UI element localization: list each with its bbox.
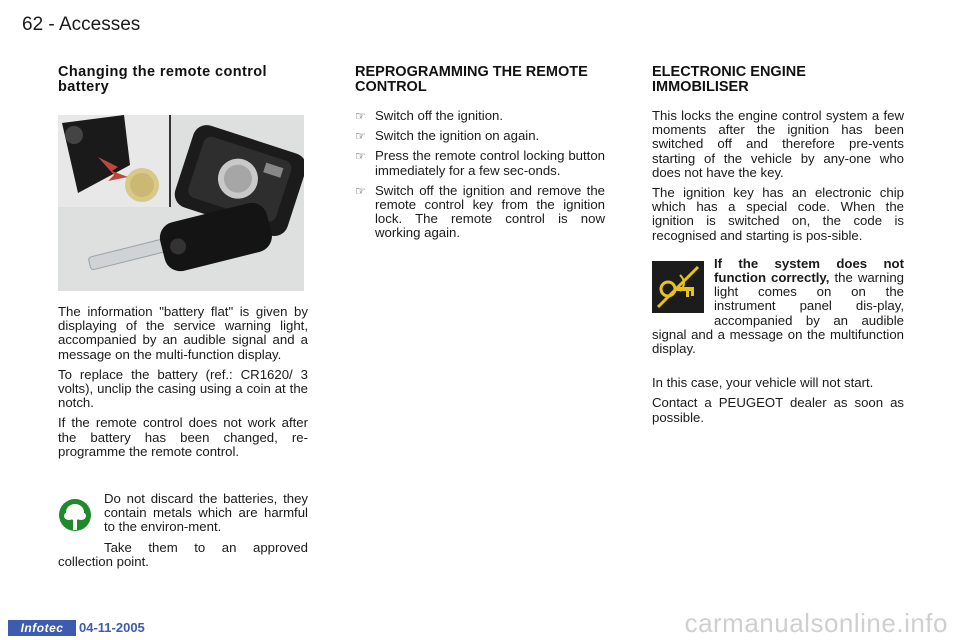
section-heading-reprogramming: REPROGRAMMING THE REMOTE CONTROL [355, 64, 588, 95]
section-heading-immobiliser: ELECTRONIC ENGINE IMMOBILISER [652, 64, 806, 95]
column-battery [58, 65, 308, 465]
list-item: ☞ Switch off the ignition and remove the remote control key from the ignition lock. The remote control is now working again. [355, 182, 605, 241]
steps-list [355, 109, 605, 241]
watermark: carmanualsonline.info [684, 608, 948, 638]
eco-paragraph-2: Take them to an approved collection point. [58, 539, 308, 569]
battery-paragraph-2: To replace the battery (ref.: CR1620/ 3 volts), unclip the casing using a coin at the notch. [58, 366, 308, 411]
pointing-hand-icon: ☞ [355, 109, 366, 123]
pointing-hand-icon: ☞ [355, 183, 366, 198]
warning-note [652, 257, 904, 356]
column-immobiliser [652, 65, 904, 431]
remote-key-photo [58, 115, 304, 291]
key-warning-light-icon [652, 261, 704, 313]
eco-paragraph-1: Do not discard the batteries, they contain metals which are harmful to the environ-ment. [104, 491, 308, 535]
warning-lead: If the system does not function correctly, [714, 255, 904, 286]
pointing-hand-icon: ☞ [355, 149, 366, 164]
column-reprogramming [355, 65, 605, 247]
immobiliser-paragraph-2: The ignition key has an electronic chip which has a special code. When the ignition is switched on, the code is recognised and starting is pos-sible. [652, 185, 904, 243]
list-item: ☞ Press the remote control locking button immediately for a few sec-onds. [355, 148, 605, 178]
warning-text: the warning light comes on on the instrument panel dis-play, accompanied by an audible signal and a message on the multifunction display. [652, 270, 904, 357]
immobiliser-after-1: In this case, your vehicle will not start. [652, 375, 874, 391]
tree-icon [58, 498, 92, 538]
battery-paragraph-1: The information "battery flat" is given by displaying of the service warning light, accompanied by an audible signal and a message on the multi-function display. [58, 304, 308, 362]
immobiliser-after-2: Contact a PEUGEOT dealer as soon as possible. [652, 395, 904, 425]
section-heading-battery: Changing the remote control battery [58, 64, 267, 95]
immobiliser-paragraph-1: This locks the engine control system a few moments after the ignition has been switched off and therefore pre-vents starting of the vehicle by any-one who does not have the key. [652, 108, 904, 180]
eco-note [58, 492, 308, 575]
list-item: ☞ Switch the ignition on again. [355, 128, 540, 144]
footer-date: 04-11-2005 [79, 620, 145, 635]
infotec-logo: Infotec [8, 620, 76, 636]
battery-paragraph-3: If the remote control does not work after the battery has been changed, re-programme the remote control. [58, 415, 308, 459]
pointing-hand-icon: ☞ [355, 129, 366, 144]
page-title: 62 - Accesses [22, 14, 141, 35]
list-item: ☞ Switch off the ignition. [355, 108, 504, 123]
